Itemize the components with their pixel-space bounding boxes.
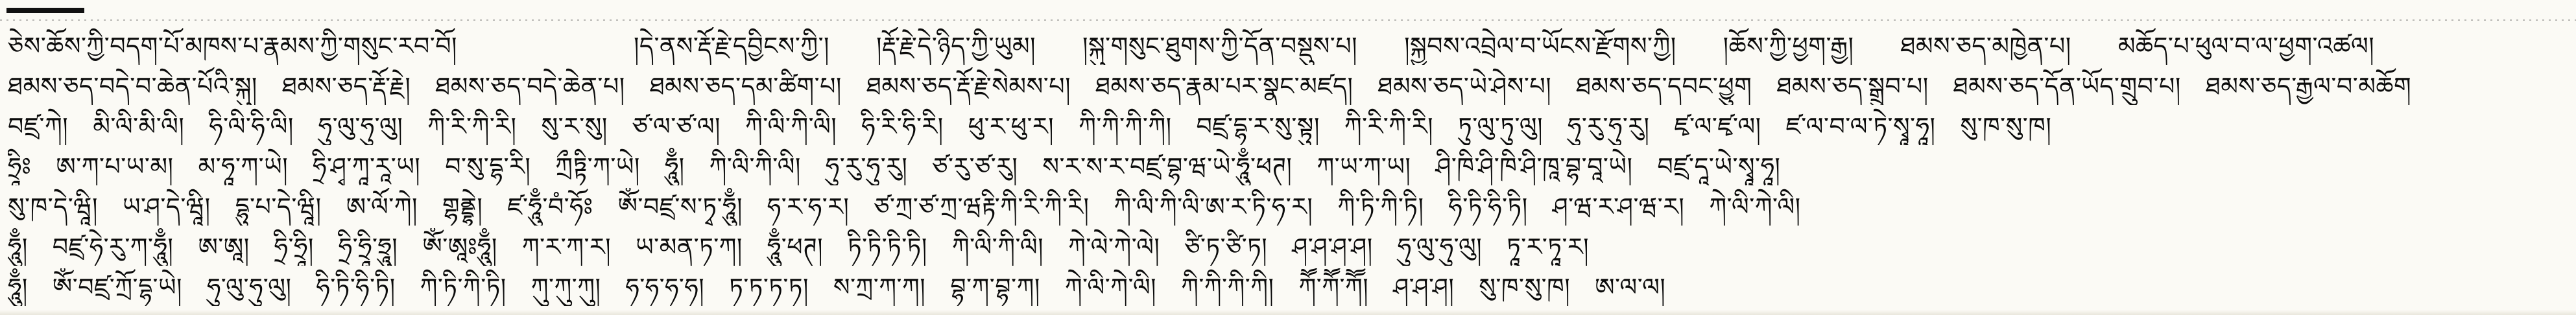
text-segment: ཧུ་ལུ་ཧུ་ལུ། [206, 273, 292, 301]
text-segment: ཀི་ལི་ཀི་ལི་ཨ་ར་ཏི་ཧ་ར། [1114, 192, 1313, 221]
text-segment: བཛྲ་དྷ་ར་སུ་སྟུ། [1196, 112, 1320, 141]
text-segment: ཙི་ཏ་ཙི་ཏ། [1184, 233, 1268, 261]
text-segment: ཀི་ལི་ཀི་ལི། [745, 112, 837, 141]
text-segment: ཐམས་ཅད་བདེ་བ་ཆེན་པོའི་སྐུ། [8, 72, 257, 100]
text-line-4 [8, 148, 2568, 185]
text-segment: ཐམས་ཅད་རྡོ་རྗེ། [281, 72, 411, 100]
text-segment: ཀེ་ལི་ཀེ་ལི། [1709, 192, 1801, 221]
text-segment: །སྐུ་གསུང་ཐུགས་ཀྱི་དོན་བསྡུས་པ། [1082, 32, 1358, 60]
text-segment: བ་སུ་དྷ་རི། [445, 152, 531, 181]
text-segment: ཀཽ་ཀཽ་ཀཽ། [1298, 273, 1369, 301]
text-segment: ཐམས་ཅད་མཁྱེན་པ། [1900, 32, 2071, 60]
text-line-7 [8, 268, 2568, 306]
text-segment: དྷུ་པ་དེ་ཝཱི། [235, 192, 322, 221]
text-segment: ཨོཾ་ཨཱཿཧཱུྃ། [422, 233, 497, 261]
text-segment: ཧུ་རུ་ཧུ་རུ། [1568, 112, 1650, 141]
text-segment: བྷ་ཀ་བྷ་ཀ། [950, 273, 1040, 301]
text-segment: ཙ་ཀྲ་ཙ་ཀྲ་ཝརྟི་ཀི་རི་ཀི་རི། [874, 192, 1090, 221]
text-segment: ཐམས་ཅད་རྒྱལ་བ་མཆོག [2205, 72, 2412, 100]
text-line-1 [8, 27, 2568, 65]
text-segment: ཀི་ལི་ཀི་ལི། [709, 152, 801, 181]
text-segment: ཧ་ཧ་ཧ་ཧ། [625, 273, 705, 301]
text-segment: ཧཱུྃ་ཕཊ། [767, 233, 824, 261]
text-segment: བཛྲ་དཱ་ཡེ་སྭཱ་ཧཱ། [1657, 152, 1781, 181]
text-segment: །དེ་ནས་རྡོ་རྗེ་དབྱིངས་ཀྱི་། [634, 32, 829, 60]
text-segment: ཀ་ཡ་ཀ་ཡ། [1317, 152, 1411, 181]
text-segment: ཧི་ཏི་ཧི་ཏི། [1448, 192, 1528, 221]
text-segment: སུ་ར་སུ། [541, 112, 608, 141]
text-segment: ཧྲཱིཿ [8, 152, 32, 181]
text-segment: ཨ་ལ་ལ། [1595, 273, 1666, 301]
text-segment: ཛ་ལ་བ་ལ་ཏེ་སྭཱ་ཧཱ། [1785, 112, 1936, 141]
text-segment: ཏཱ་ར་ཏཱ་ར། [1507, 233, 1590, 261]
text-segment: ཧཱུྃ། [8, 273, 28, 301]
text-segment: ཧུ་ལུ་ཧུ་ལུ། [318, 112, 403, 141]
text-segment: ཐམས་ཅད་དབང་ཕྱུག [1576, 72, 1752, 100]
text-segment: ཐམས་ཅད་དམ་ཚིག་པ། [649, 72, 842, 100]
text-segment: ཨོཾ་བཛྲ་ས་ཏྭ་ཧཱུྃ། [617, 192, 743, 221]
text-segment: ཏུ་ལུ་ཏུ་ལུ། [1458, 112, 1544, 141]
text-segment: ཐམས་ཅད་ཡེ་ཤེས་པ། [1377, 72, 1552, 100]
text-segment: ཐམས་ཅད་བདེ་ཆེན་པ། [435, 72, 625, 100]
text-segment: ཀི་ཀི་ཀི་ཀི། [1079, 112, 1172, 141]
text-segment: ཀི་རི་ཀི་རི། [1344, 112, 1434, 141]
text-segment: ཀེ་ལི་ཀེ་ལི། [1064, 273, 1157, 301]
text-line-6 [8, 228, 2568, 266]
text-segment: །རྡོ་རྗེ་དེ་ཉིད་ཀྱི་ཡུམ། [876, 32, 1036, 60]
text-segment: ཀུ་ཀུ་ཀུ། [531, 273, 601, 301]
text-segment: ཤི་ཁི་ཤི་ཁི་ཤི་ཁཱ་བྷ་བཱ་ཡེ། [1435, 152, 1633, 181]
text-segment: བཛྲ་ཧེ་རུ་ཀ་ཧཱུྃ། [52, 233, 174, 261]
text-segment: ཧཱུྃ། [664, 152, 685, 181]
text-segment: ཀེ་ལེ་ཀེ་ལེ། [1068, 233, 1160, 261]
text-line-5 [8, 188, 2568, 226]
text-segment: ཅེས་ཆོས་ཀྱི་བདག་པོ་མཁས་པ་རྣམས་ཀྱི་གསུང་རབ་བོ། [8, 32, 457, 60]
text-segment: ཡ་མན་ཏ་ཀ། [636, 233, 743, 261]
page-edge-shadow [0, 310, 2576, 315]
text-segment: ཤ་ཝ་ར་ཤ་ཝ་ར། [1552, 192, 1685, 221]
text-segment: མ་ཧཱ་ཀ་ཡེ། [198, 152, 289, 181]
text-segment: ཨ་ཀ་པ་ཡ་མ། [56, 152, 174, 181]
text-segment: ཧུ་ལུ་ཧུ་ལུ། [1397, 233, 1483, 261]
text-segment: ཀི་ལི་ཀི་ལི། [951, 233, 1044, 261]
text-segment: ཧཱུྃ། [8, 233, 28, 261]
text-segment: ཤ་ཤ་ཤ། [1393, 273, 1455, 301]
text-segment: ཨོཾ་བཛྲ་ཀྲོ་དྷ་ཡེ། [52, 273, 182, 301]
text-segment: མཆོད་པ་ཕུལ་བ་ལ་ཕྱག་འཚལ། [2117, 32, 2375, 60]
text-line-3 [8, 108, 2568, 145]
text-segment: གྷནྡྷེ། [442, 192, 483, 221]
text-segment: ཛ་ཧཱུྃ་བཾ་ཧོཿ [507, 192, 593, 221]
text-segment: བཛྲ་ཀེ། [8, 112, 69, 141]
text-segment: སུ་ཁ་སུ་ཁ། [1479, 273, 1571, 301]
text-segment: ཏི་ཏི་ཏི་ཏི། [848, 233, 927, 261]
text-segment: ཨ་ལོ་ཀེ། [346, 192, 418, 221]
text-segment: ཀ་ར་ཀ་ར། [521, 233, 612, 261]
text-segment: །སྐྱབས་འབྲེལ་བ་ཡོངས་རྫོགས་ཀྱི། [1404, 32, 1676, 60]
title-rule [6, 8, 84, 13]
text-segment: ཐམས་ཅད་དོན་ཡོད་གྲུབ་པ། [1953, 72, 2181, 100]
text-segment: ཀི་ཀི་ཀི་ཀི། [1181, 273, 1274, 301]
text-segment: ས་ཀྲ་ཀ་ཀ། [833, 273, 926, 301]
text-segment: སུ་ཁ་དེ་ཝཱི། [8, 192, 98, 221]
text-segment: ཕུ་ར་ཕུ་ར། [968, 112, 1055, 141]
text-segment: ཧྲི་ཧྲཱི། [274, 233, 314, 261]
text-segment: ཙ་ལ་ཙ་ལ། [632, 112, 721, 141]
text-segment: ཀྲྀཏྟི་ཀ་ཡེ། [555, 152, 640, 181]
text-segment: སུ་ཁ་སུ་ཁ། [1960, 112, 2052, 141]
text-segment: ཧུ་རུ་ཧུ་རུ། [825, 152, 908, 181]
text-segment: ཧི་རི་ཧི་རི། [861, 112, 944, 141]
text-segment: ཧྲི་ཤྭ་ཀཱ་རཱ་ཡ། [313, 152, 421, 181]
text-segment: ཙ་རུ་ཙ་རུ། [932, 152, 1018, 181]
text-segment: ཨ་ཨཱ། [198, 233, 250, 261]
text-segment: ཧ་ར་ཧ་ར། [767, 192, 850, 221]
text-segment: ཧི་ལི་ཧི་ལི། [209, 112, 294, 141]
text-segment: ཤ་ཤ་ཤ་ཤ། [1292, 233, 1373, 261]
text-segment: ཏ་ཏ་ཏ་ཏ། [729, 273, 809, 301]
text-segment: ཧི་ཏི་ཧི་ཏི། [316, 273, 396, 301]
text-segment: ཀི་ཏི་ཀི་ཏི། [420, 273, 507, 301]
text-segment: ཐམས་ཅད་རྣམ་པར་སྣང་མཛད། [1095, 72, 1354, 100]
text-segment: ཀི་ཏི་ཀི་ཏི། [1337, 192, 1424, 221]
text-segment: ཀི་རི་ཀི་རི། [427, 112, 517, 141]
text-segment: ས་ར་ས་ར་བཛྲ་བྷ་ཝ་ཡེ་ཧཱུྃ་ཕཊ། [1042, 152, 1293, 181]
text-segment: ཐམས་ཅད་སྒྲུབ་པ། [1776, 72, 1929, 100]
text-segment: ཧྲི་ཧྲཱི་ཧྲཱུ། [338, 233, 398, 261]
text-segment: ཛྭ་ལ་ཛྭ་ལ། [1674, 112, 1761, 141]
dotted-header-rule [0, 19, 2576, 21]
text-segment: །ཆོས་ཀྱི་ཕྱག་རྒྱ། [1723, 32, 1854, 60]
text-segment: ཡ་ཤ་དེ་ཝཱི། [122, 192, 211, 221]
text-segment: ཐམས་ཅད་རྡོ་རྗེ་སེམས་པ། [866, 72, 1071, 100]
text-segment: མི་ལི་མི་ལི། [93, 112, 185, 141]
text-line-2 [8, 67, 2568, 105]
